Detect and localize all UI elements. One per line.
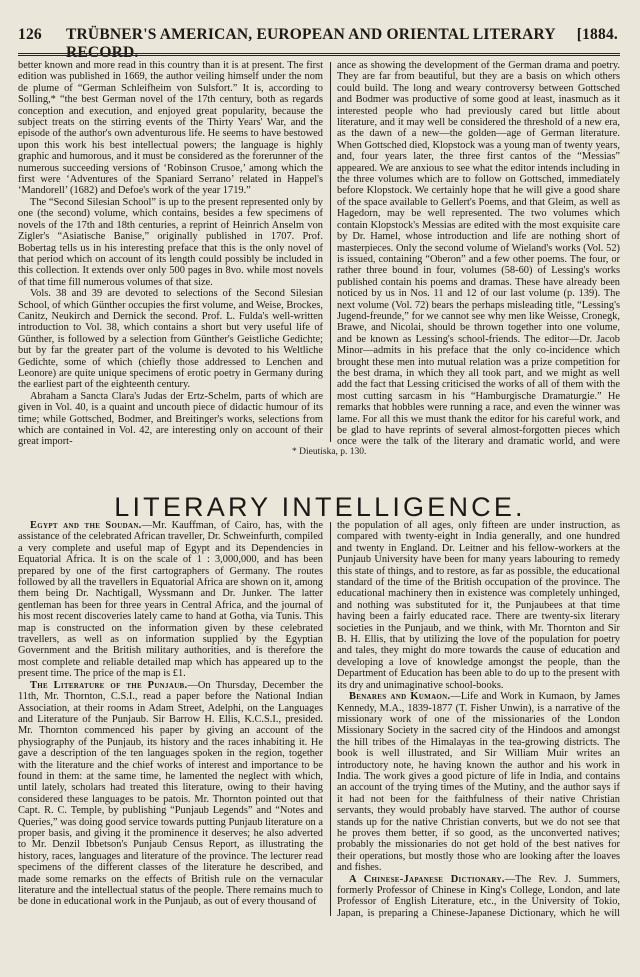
header-rule	[18, 53, 620, 54]
article-lead: Egypt and the Soudan.	[30, 520, 142, 531]
article-lead: A Chinese-Japanese Dictionary.	[349, 873, 505, 885]
paragraph: ance as showing the development of the German drama and poetry. They are far from beautiful, but they are a basis on which others could build. The long and weary controversy between Gottsched and Bodmer was productive of some good at least, inasmuch as it interested people who had previously cared but little about literature, and it may well be considered the threshold of a new era, as the dawn of a new—the golden—age of German literature. When Gottsched died, Klopstock was a young man of twenty years, and, four years later, the three first cantos of the “Messias” appeared. We are anxious to see what the editor intends including in the three volumes which are to follow on Gottsched, immediately before Klopstock. We certainly hope that he will give a good share of the space available to Gellert's Poems, and that Gleim, as well as Hagedorn, may be well represented. The two volumes which contain Klopstock's Messias are edited with the most exquisite care by Dr. Hamel, whose introduction and life are nothing short of masterpieces. Only the second volume of Wieland's works (Vol. 52) is issued, containing “Oberon” and a few other poems. The four, or rather three bound in four, volumes (58-60) of Lessing's works published contain his poems and dramas. These have already been noticed by us in Nos. 11 and 12 of our last volume (p. 139). The next volume (Vol. 72) bears the perhaps misleading title, “Lessing's Jugend-freunde,” for we cannot see why men like Weisse, Cronegk, Brawe, and Nicolai, should be thrown together into one volume, and be known as Lessing's school-friends. The editor—Dr. Jacob Minor—admits in his preface that the only co-incidence which brought these men into mutual relation was a prize competition for the best drama, in which they all took part, and we might as well add the fact that Lessing criticised the works of all of them with the most cutting sarcasm in his “Hamburgische Dramaturgie.” He remarks that hobbles were running a race, and even the winner was lame. For all this we must thank the editor for his careful work, and be glad to have reprints of several almost-forgotten pieces which once were the talk of the literary and dramatic world, and were	[337, 60, 620, 447]
article-paragraph	[18, 520, 323, 680]
page-number: 126	[18, 26, 42, 43]
header-rule-double	[18, 55, 620, 56]
journal-title: TRÜBNER'S AMERICAN, EUROPEAN AND ORIENTAL LITERARY RECORD.	[66, 26, 556, 61]
top-right-column	[337, 60, 620, 447]
column-divider	[330, 62, 331, 442]
article-text: the population of all ages, only fifteen are under instruction, as compared with twenty-eight in India generally, and one hundred and twenty in England. Dr. Leitner and his fellow-workers at the Punjaub University have been for many years labouring to remedy this state of things, and to restore, as far as possible, the educational standard of the time of the British occupation of the province. The educational machinery then in existence was completely unhinged, and nothing was substituted for it, the Punjaubees at that time having been a fairly educated race. There are twenty-six literary societies in the Punjaub, and we think, with Mr. Thornton and Sir B. H. Ellis, that by utilizing the love of the population for poetry and tales, they might do more towards the cause of education and developing a love of knowledge amongst the people, than the Department of Education has been able to do up to the present with its dry and unimaginative school-books.	[337, 520, 620, 691]
article-text: —Life and Work in Kumaon, by James Kennedy, M.A., 1839-1877 (T. Fisher Unwin), is a narrative of the missionary work of one of the missionaries of the London Missionary Society in the sacred city of the Hindoos and amongst the hill tribes of the Himalayas in the tea-growing districts. The book is well illustrated, and Sir William Muir writes an introductory note, he having known the author and his work in India. The work gives a good picture of life in India, and contains an account of the trying times of the Mutiny, and the author says if it had not been for the faithfulness of their native Christian servants, they would probably have starved. The author of course stands up for the native Christian converts, but we do not see that he proves them better, if so good, as the unconverted natives; probably the missionaries do not get hold of the best natives for their operations, but mostly those who are looking after the loaves and fishes.	[337, 691, 620, 874]
article-text: —Mr. Kauffman, of Cairo, has, with the assistance of the celebrated African traveller, Dr. Schweinfurth, compiled a very complete and useful map of Egypt and its Dependencies in Equatorial Africa. It is on the scale of 1 : 3,000,000, and has been prepared by one of the first cartographers of Germany. The routes followed by all the travellers in Equatorial Africa are shown on it, among them being Dr. Nachtigall, Wyssmann and Dr. Junker. The latter gentleman has been for three years in Central Africa, and the journal of his most recent discoveries lately came to hand at Gotha, via Tunis. This map is constructed on the information given by these celebrated travellers, as well as on information supplied by the Egyptian Government and the British military authorities, and is therefore the most complete and reliable detailed map which has appeared up to the present time. The price of the map is £1.	[18, 520, 323, 680]
top-left-column	[18, 60, 323, 447]
bottom-left-column	[18, 520, 323, 918]
article-paragraph	[337, 520, 620, 691]
article-paragraph	[18, 680, 323, 908]
footnote: * Dieutiska, p. 130.	[292, 447, 367, 457]
article-text: —On Thursday, December the 11th, Mr. Thornton, C.S.I., read a paper before the National Indian Association, at their rooms in Adam Street, Adelphi, on the Languages and Literature of the Punjaub. Sir Barrow H. Ellis, K.C.S.I., presided. Mr. Thornton commenced his paper by giving an account of the physiography of the Punjaub, its history and the races inhabiting it. He gave a description of the ten languages spoken in the region, together with the literature and the chief works of interest and importance to be found in them: at the same time, he lamented the neglect with which, until lately, scholars had treated this literature, owing to their having considered these languages to be patois. Mr. Thornton pointed out that Capt. R. C. Temple, by publishing “Punjaub Legends” and “Notes and Queries,” was doing good service towards putting Punjaub literature on a proper basis, and giving it the prominence it deserves; he also adverted to Mr. Denzil Ibbetson's Punjaub Census Report, as illustrating the history, races, languages and literature of the province. The lecturer read specimens of the different classes of the literature he described, and made some remarks on the effects of British rule on the vernacular literature and the intellectual status of the people. There remains much to be done in educational work in the Punjaub, as out of every thousand of	[18, 679, 323, 908]
article-paragraph	[337, 691, 620, 874]
year-label: [1884.	[576, 26, 618, 43]
article-text: —The Rev. J. Summers, formerly Professor of Chinese in King's College, London, and late Professor of English Literature, etc., in the University of Tokio, Japan, is preparing a Chinese-Japanese Dictionary, which he will	[337, 873, 620, 918]
paragraph: Vols. 38 and 39 are devoted to selections of the Second Silesian School, of which Günther occupies the first volume, and Weise, Brockes, Canitz, Neukirch and Dernick the second. Prof. L. Fulda's well-written introduction to Vol. 38, which contains a short but very useful life of Günther, is followed by a selection from Günther's Geistliche Gedichte; but by far the greater part of the volume is devoted to his Weltliche Gedichte, some of which (chiefly those addressed to Lenchen and Leonore) are quite unique specimens of erotic poetry in Germany during the earliest part of the eighteenth century.	[18, 288, 323, 391]
bottom-right-column	[337, 520, 620, 918]
paragraph: Abraham a Sancta Clara's Judas der Ertz-Schelm, parts of which are given in Vol. 40, is a quaint and uncouth piece of didactic humour of its time; while Gottsched, Bodmer, and Breitinger's works, selections from which are contained in Vol. 42, are interesting only on account of their great import-	[18, 390, 323, 447]
paragraph: better known and more read in this country than it is at present. The first edition was published in 1669, the author veiling himself under the nom de plume of “German Schleifheim von Sulsfort.” It is, according to Solling,* “the best German novel of the 17th century, both as regards conception and execution, and enjoyed great popularity, because the subject treats on the stirring events of the Thirty Years' War, and the episode of the author's own adventurous life. He seems to have bestowed upon this work his best intellectual powers; the language is highly graphic and humorous, and it must be considered as the forerunner of the numerous succeeding versions of ‘Robinson Crusoe,’ among which the first were ‘Adventures of the Spaniard Serrano’ related in Happel's ‘Mandorell’ (1682) and Defoe's work of the year 1719.”	[18, 60, 323, 197]
section-title: LITERARY INTELLIGENCE.	[114, 492, 526, 522]
article-paragraph	[337, 874, 620, 918]
running-header	[18, 26, 618, 61]
column-divider	[330, 522, 331, 916]
paragraph: The “Second Silesian School” is up to the present represented only by one (the second) volume, which contains, besides a few specimens of novels of the 17th and 18th centuries, a reprint of Heinrich Anselm von Zigler's “Asiatische Banise,” originally published in 1707. Prof. Bobertag tells us in his interesting preface that this is the only novel of that period which on account of its length could possibly be included in this collection. It extends over only 500 pages in 8vo. while most novels of that time fill numerous volumes of that size.	[18, 196, 323, 288]
article-lead: Benares and Kumaon.	[349, 691, 451, 703]
article-lead: The Literature of the Punjaub.	[30, 679, 188, 691]
